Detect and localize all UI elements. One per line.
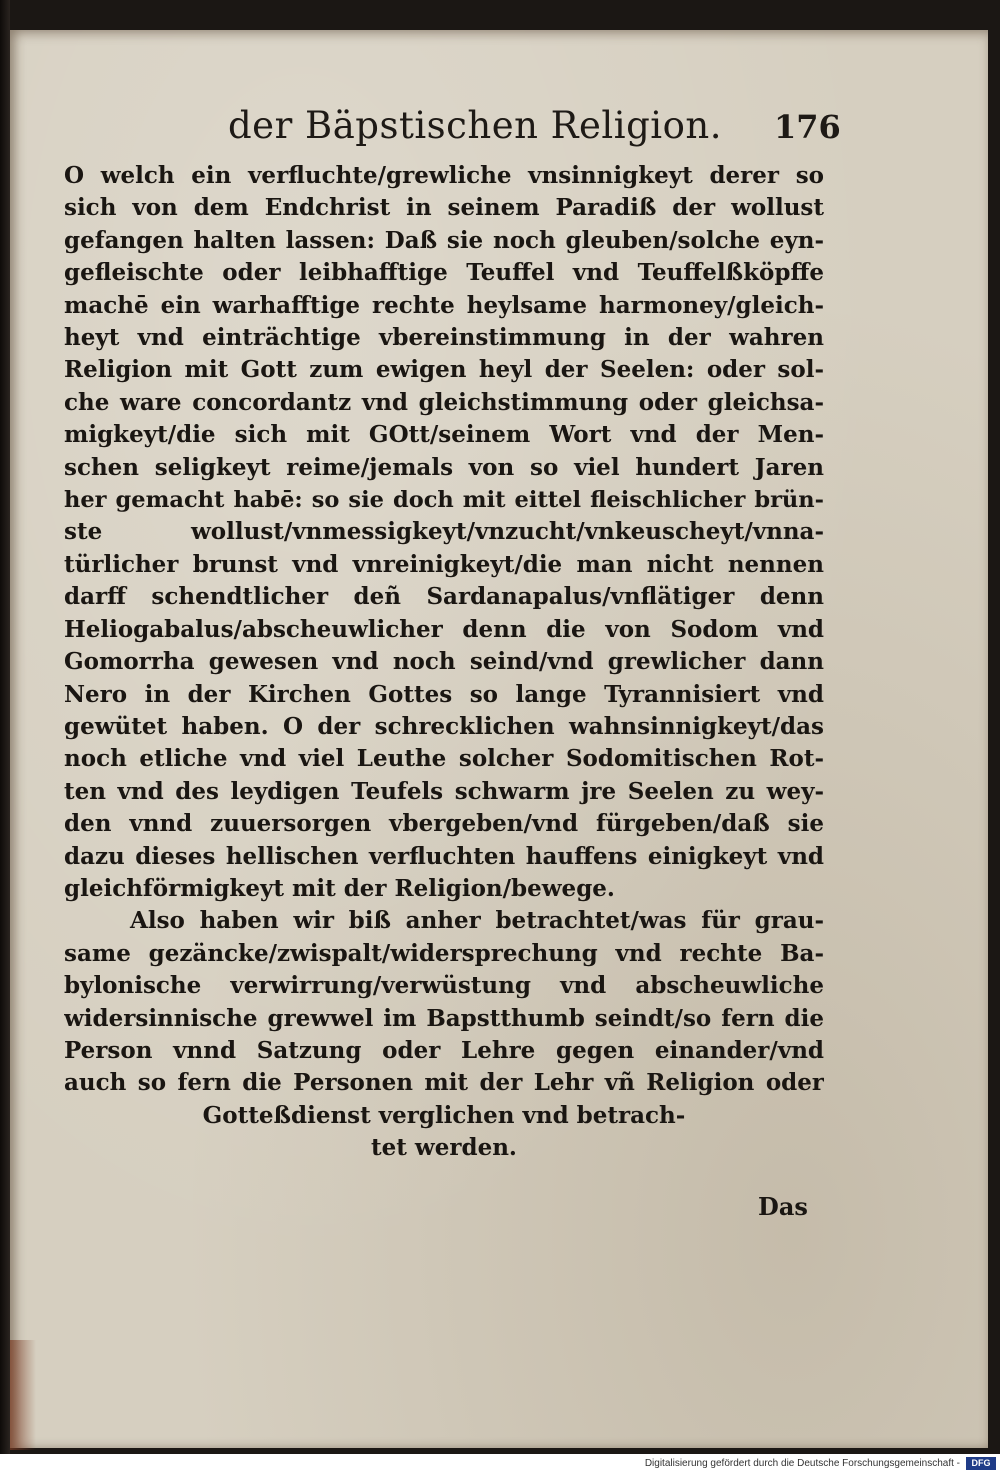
dfg-logo: DFG xyxy=(966,1457,996,1470)
closing-line: tet werden. xyxy=(371,1134,517,1162)
text-line: Person vnnd Satzung oder Lehre gegen einander/vnd xyxy=(64,1036,824,1064)
page-number: 176 xyxy=(774,108,841,146)
text-line: bylonische verwirrung/verwüstung vnd abscheuwliche xyxy=(64,972,824,1000)
catchword: Das xyxy=(758,1192,808,1221)
book-binding-edge xyxy=(0,0,10,1454)
text-line: migkeyt/die sich mit GOtt/seinem Wort vnd der Men- xyxy=(64,421,824,449)
text-line: gefleischte oder leibhafftige Teuffel vnd Teuffelßköpffe xyxy=(64,259,824,287)
text-line: O welch ein verfluchte/grewliche vnsinnigkeyt derer so xyxy=(64,162,824,189)
text-line: Heliogabalus/abscheuwlicher denn die von Sodom vnd xyxy=(64,615,824,643)
running-head: der Bäpstischen Religion. xyxy=(228,104,722,147)
text-line: türlicher brunst vnd vnreinigkeyt/die man nicht nennen xyxy=(64,550,824,578)
paragraph-end-line: gleichförmigkeyt mit der Religion/bewege. xyxy=(64,874,615,902)
text-line: heyt vnd einträchtige vbereinstimmung in der wahren xyxy=(64,324,824,352)
text-line: darff schendtlicher deñ Sardanapalus/vnflätiger denn xyxy=(64,583,824,611)
text-line: widersinnische grewwel im Bapstthumb seindt/so fern die xyxy=(64,1004,824,1032)
text-line: gefangen halten lassen: Daß sie noch gleuben/solche eyn- xyxy=(64,226,824,254)
text-line: same gezäncke/zwispalt/widersprechung vnd rechte Ba- xyxy=(64,939,824,967)
text-line: schen seligkeyt reime/jemals von so viel hundert Jaren xyxy=(64,453,824,481)
text-line: Nero in der Kirchen Gottes so lange Tyrannisiert vnd xyxy=(64,680,824,708)
footer-credit: Digitalisierung gefördert durch die Deutsche Forschungsgemeinschaft - xyxy=(644,1458,960,1469)
text-line: ten vnd des leydigen Teufels schwarm jre Seelen zu wey- xyxy=(64,777,824,805)
footer-bar xyxy=(0,1454,1000,1474)
text-line: her gemacht habē: so sie doch mit eittel fleischlicher brün- xyxy=(64,487,824,514)
text-line: den vnnd zuuersorgen vbergeben/vnd fürgeben/daß sie xyxy=(64,810,824,838)
text-line: sich von dem Endchrist in seinem Paradiß der wollust xyxy=(64,194,824,222)
text-line: dazu dieses hellischen verfluchten hauffens einigkeyt vnd xyxy=(64,842,824,870)
closing-line: Gotteßdienst verglichen vnd betrach- xyxy=(202,1101,686,1129)
text-line: Religion mit Gott zum ewigen heyl der Seelen: oder sol- xyxy=(64,356,824,384)
text-line: ste wollust/vnmessigkeyt/vnzucht/vnkeuscheyt/vnna- xyxy=(64,518,824,546)
text-line: noch etliche vnd viel Leuthe solcher Sodomitischen Rot- xyxy=(64,745,824,773)
page-stain xyxy=(10,1340,36,1450)
text-line: machē ein warhafftige rechte heylsame harmoney/gleich- xyxy=(64,291,824,319)
text-line: auch so fern die Personen mit der Lehr vñ Religion oder xyxy=(64,1069,824,1097)
body-text xyxy=(64,160,844,1165)
text-line: Gomorrha gewesen vnd noch seind/vnd grewlicher dann xyxy=(64,648,824,676)
text-line: che ware concordantz vnd gleichstimmung oder gleichsa- xyxy=(64,388,824,416)
text-line: gewütet haben. O der schrecklichen wahnsinnigkeyt/das xyxy=(64,712,824,740)
paragraph-start-line: Also haben wir biß anher betrachtet/was für grau- xyxy=(130,907,824,935)
